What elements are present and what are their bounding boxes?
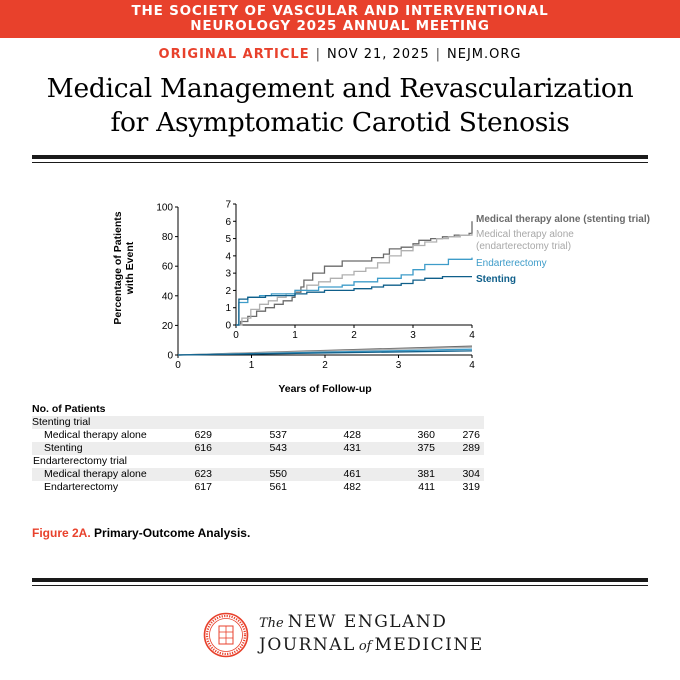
inset-x-tick-label: 0 (233, 330, 239, 341)
inset-y-tick-label: 7 (225, 199, 231, 211)
row-label: Stenting (44, 442, 83, 454)
number-at-risk-header: No. of Patients (32, 403, 106, 415)
table-cell: 319 (462, 481, 480, 493)
main-y-tick-label: 40 (161, 291, 173, 303)
table-cell: 375 (417, 442, 435, 454)
table-row (32, 442, 484, 455)
main-y-tick-label: 20 (161, 320, 173, 332)
main-y-tick-label: 100 (156, 202, 173, 214)
y-axis-title-line-2: with Event (124, 241, 136, 295)
main-x-tick-label: 3 (395, 360, 402, 371)
table-cell: 360 (417, 429, 435, 441)
table-cell: 543 (269, 442, 287, 454)
inset-series-medical-therapy-alone-endarterectomy-trial (236, 233, 472, 325)
wordmark-line-1 (259, 612, 484, 634)
banner-line-1: THE SOCIETY OF VASCULAR AND INTERVENTIONAL (131, 3, 549, 19)
table-cell: 616 (194, 442, 212, 454)
table-cell: 276 (462, 429, 480, 441)
inset-y-tick-label: 1 (225, 303, 231, 315)
main-series (178, 346, 472, 355)
legend-medical-endarterectomy-2: (endarterectomy trial) (476, 241, 572, 252)
y-axis-title-line-1: Percentage of Patients (112, 211, 124, 325)
article-type: ORIGINAL ARTICLE (158, 47, 310, 62)
table-cell: 617 (194, 481, 212, 493)
inset-y-tick-label: 6 (225, 216, 231, 228)
group-label (32, 416, 484, 429)
legend-endarterectomy: Endarterectomy (476, 258, 547, 269)
main-axes (156, 203, 475, 372)
bottom-rule-thick (32, 578, 648, 582)
table-cell: 304 (462, 468, 480, 480)
table-cell: 289 (462, 442, 480, 454)
title-line-2: for Asymptomatic Carotid Stenosis (110, 107, 570, 138)
x-axis-title: Years of Follow-up (278, 383, 372, 395)
inset-y-tick-label: 3 (225, 268, 231, 280)
inset-x-tick-label: 2 (351, 330, 357, 341)
meta-separator: | (435, 47, 442, 62)
article-date: NOV 21, 2025 (326, 47, 430, 62)
figure-label: Figure 2A. (32, 526, 91, 540)
table-row (32, 468, 484, 481)
wordmark-new-england: NEW ENGLAND (287, 612, 448, 632)
legend (476, 214, 650, 285)
main-x-tick-label: 2 (322, 360, 328, 371)
table-cell: 537 (269, 429, 287, 441)
row-label: Medical therapy alone (44, 468, 147, 480)
main-x-tick-label: 0 (175, 360, 181, 371)
wordmark-of: of (358, 639, 372, 654)
table-row (32, 429, 484, 442)
row-label: Medical therapy alone (44, 429, 147, 441)
group-label-text: Endarterectomy trial (33, 455, 127, 467)
table-cell: 629 (194, 429, 212, 441)
group-label-text: Stenting trial (32, 416, 91, 428)
table-cell: 482 (343, 481, 361, 493)
wordmark-the: The (259, 616, 284, 631)
inset-series-endarterectomy (236, 258, 472, 325)
table-cell: 461 (343, 468, 361, 480)
nejm-wordmark[interactable] (259, 612, 484, 658)
number-at-risk-table (32, 403, 484, 494)
inset-y-tick-label: 5 (225, 234, 231, 246)
main-x-tick-label: 4 (469, 360, 475, 371)
inset-y-tick-label: 0 (225, 320, 231, 332)
wordmark-journal: JOURNAL (259, 635, 356, 655)
banner-line-2: NEUROLOGY 2025 ANNUAL MEETING (190, 18, 490, 34)
figure-caption (32, 526, 250, 540)
article-site[interactable]: NEJM.ORG (447, 47, 522, 62)
legend-stenting: Stenting (476, 274, 516, 285)
table-row (32, 481, 484, 494)
main-y-tick-label: 0 (167, 350, 173, 362)
table-cell: 381 (417, 468, 435, 480)
legend-medical-stenting: Medical therapy alone (stenting trial) (476, 214, 650, 225)
nejm-seal-logo[interactable] (203, 612, 249, 658)
inset-x-tick-label: 4 (469, 330, 475, 341)
figure-caption-text: Primary-Outcome Analysis. (94, 526, 251, 540)
group-label (32, 455, 484, 468)
table-cell: 411 (418, 481, 435, 493)
row-label: Endarterectomy (44, 481, 119, 493)
table-cell: 431 (343, 442, 361, 454)
inset-axes (225, 200, 475, 342)
table-cell: 550 (269, 468, 287, 480)
table-cell: 428 (343, 429, 361, 441)
main-y-tick-label: 80 (161, 232, 173, 244)
main-x-tick-label: 1 (248, 360, 255, 371)
inset-y-tick-label: 4 (225, 251, 231, 263)
legend-medical-endarterectomy-1: Medical therapy alone (476, 229, 574, 240)
wordmark-line-2 (259, 634, 484, 658)
table-cell: 561 (269, 481, 287, 493)
inset-series (236, 221, 472, 325)
inset-x-tick-label: 3 (410, 330, 416, 341)
inset-y-tick-label: 2 (225, 285, 231, 297)
y-axis-title (112, 211, 136, 324)
table-cell: 623 (194, 468, 212, 480)
wordmark-medicine: MEDICINE (374, 635, 484, 655)
inset-x-tick-label: 1 (292, 330, 298, 341)
bottom-rule-thin (32, 585, 648, 586)
meta-separator: | (315, 47, 321, 62)
title-line-1: Medical Management and Revascularization (46, 73, 634, 104)
main-y-tick-label: 60 (161, 261, 173, 273)
